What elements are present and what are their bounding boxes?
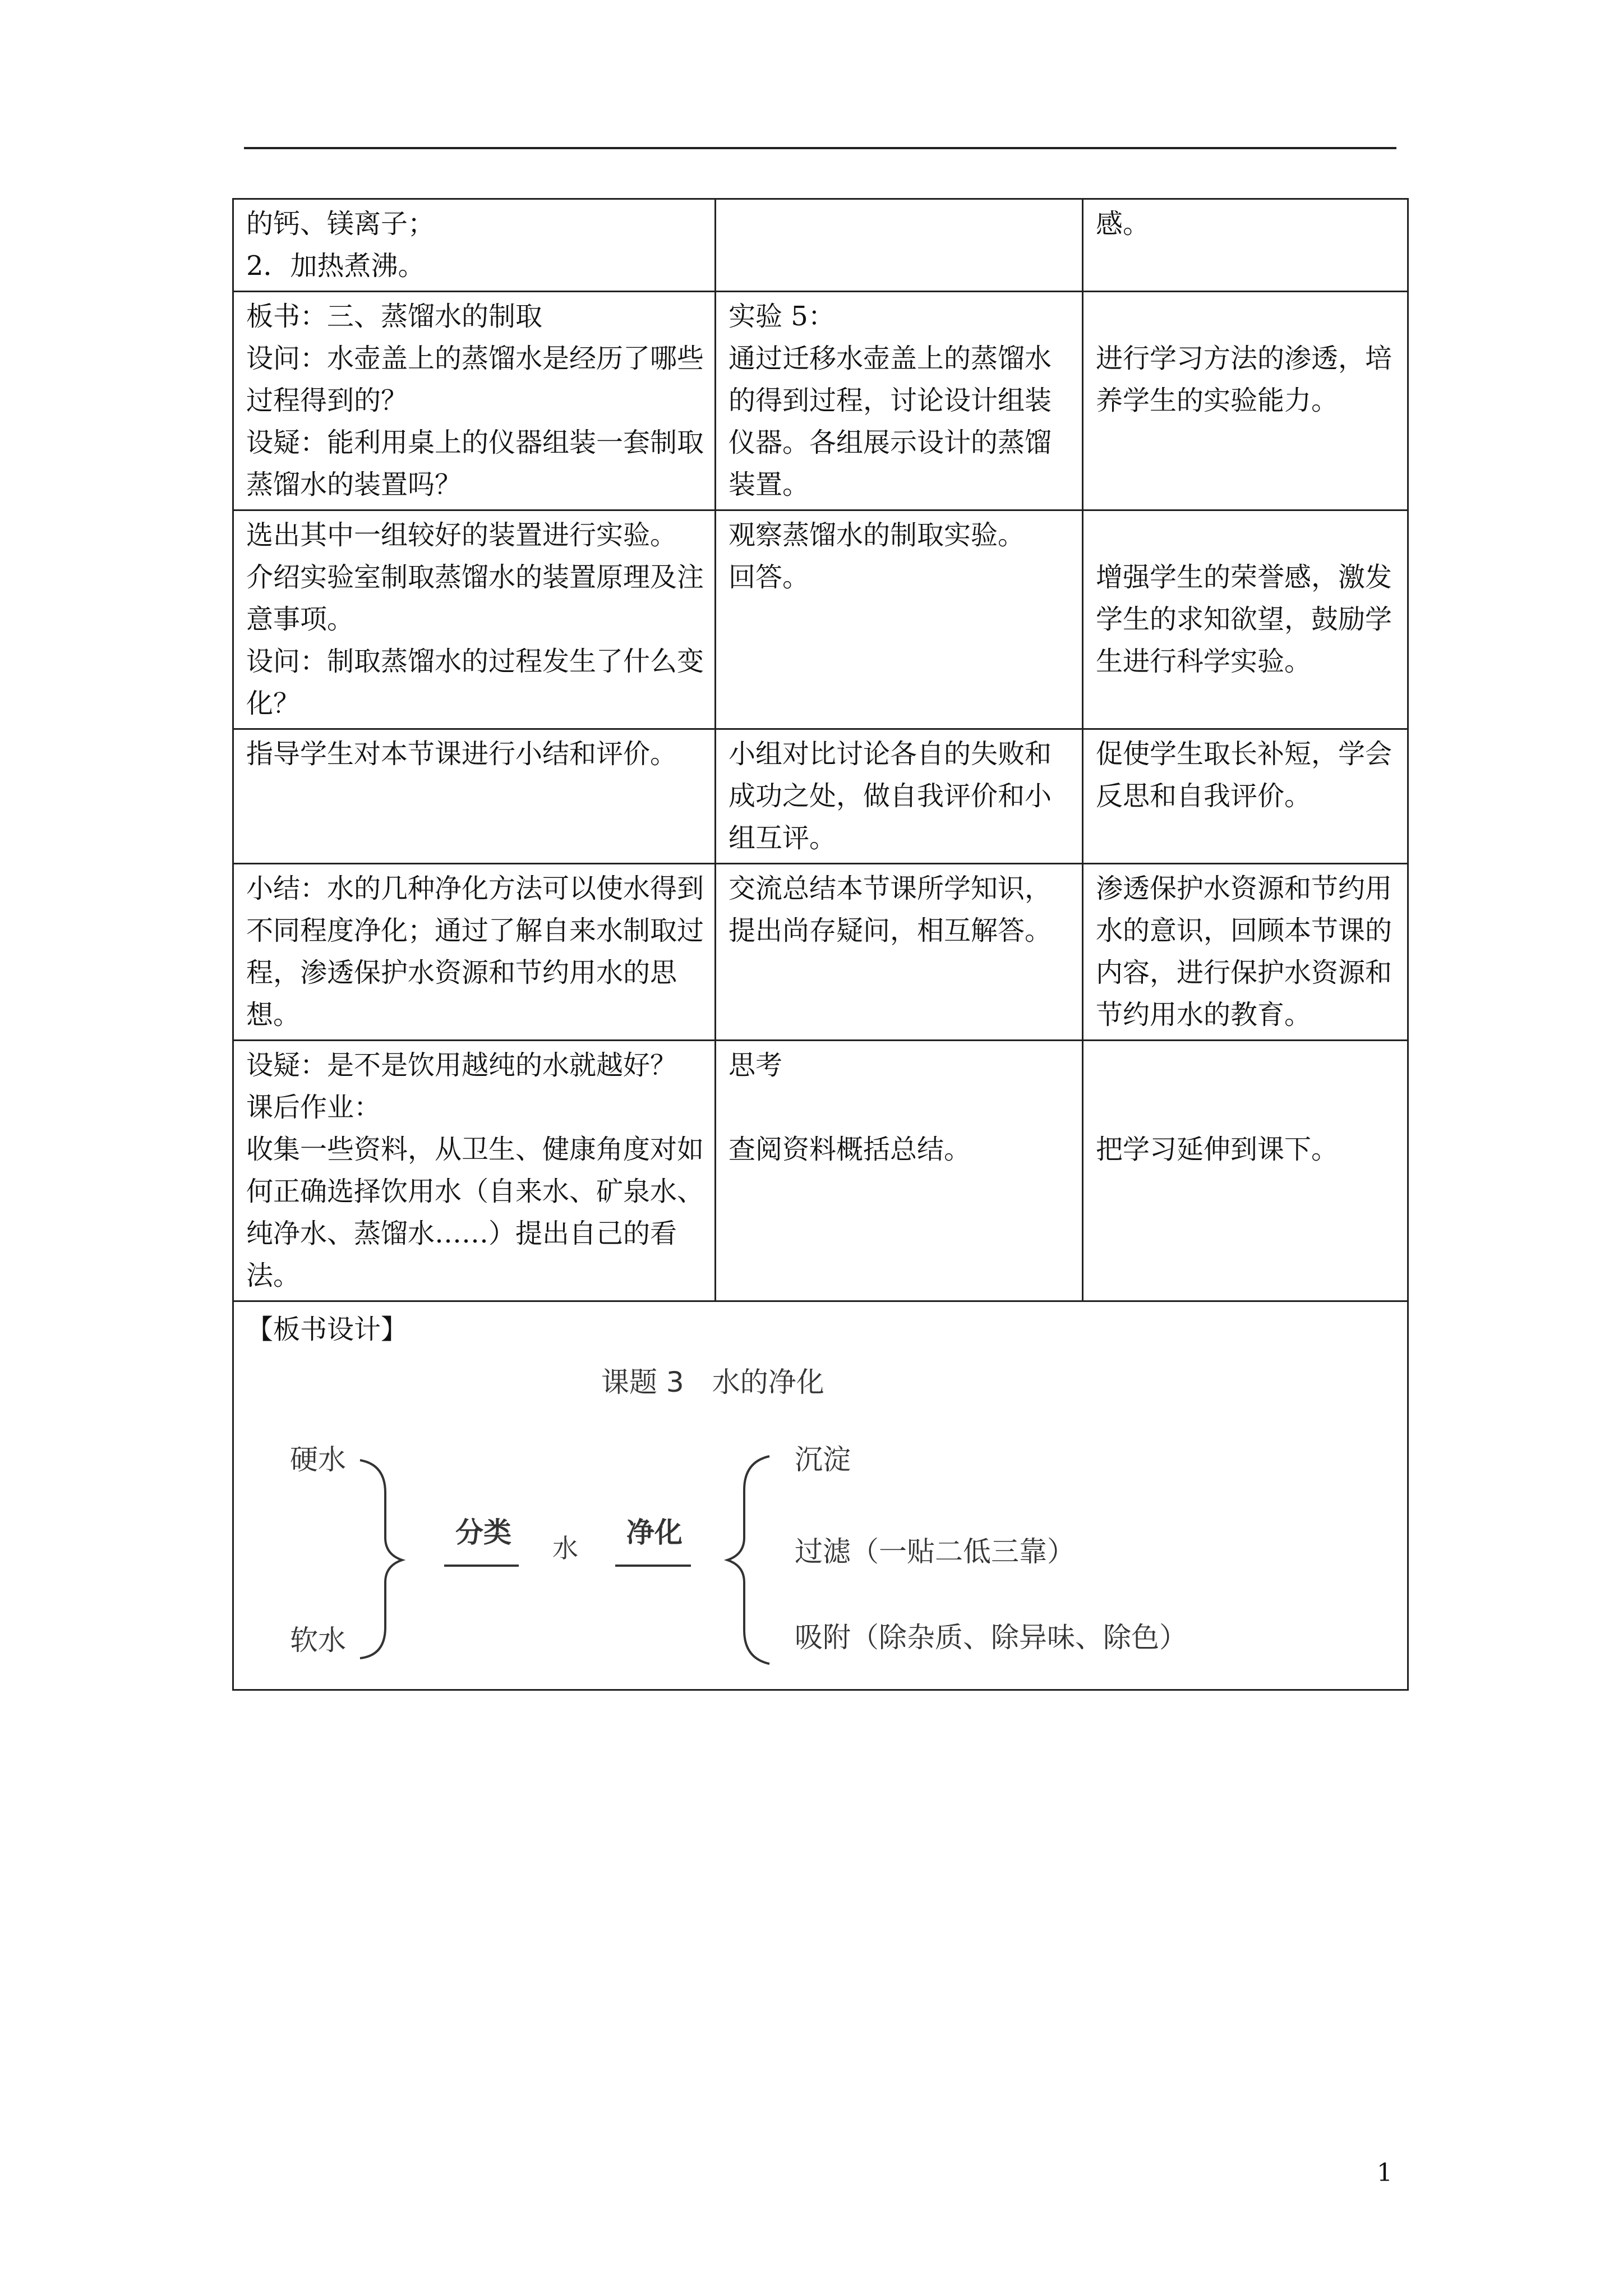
water-label: 水	[552, 1533, 578, 1563]
text-line: 思考	[728, 1050, 783, 1081]
teacher-activity-cell	[233, 199, 716, 292]
table-row	[233, 1041, 1408, 1301]
text-line: 指导学生对本节课进行小结和评价。	[246, 738, 677, 770]
table-row	[233, 199, 1408, 292]
text-line: 通过迁移水壶盖上的蒸馏水的得到过程，讨论设计组装仪器。各组展示设计的蒸馏装置。	[728, 343, 1052, 500]
text-line: 2．加热煮沸。	[246, 250, 425, 282]
purify-label: 净化	[626, 1516, 683, 1549]
header-rule	[244, 147, 1396, 149]
text-line: 板书：三、蒸馏水的制取	[246, 301, 543, 332]
design-intent-cell	[1083, 510, 1408, 729]
student-activity-cell	[716, 292, 1083, 510]
text-line: 查阅资料概括总结。	[728, 1134, 971, 1165]
text-line: 小组对比讨论各自的失败和成功之处，做自我评价和小组互评。	[728, 738, 1052, 854]
board-design-diagram	[234, 1302, 1409, 1689]
table-row	[233, 510, 1408, 729]
board-title: 课题 3 水的净化	[601, 1366, 824, 1398]
student-activity-cell	[716, 510, 1083, 729]
board-design-heading: 【板书设计】	[246, 1314, 408, 1345]
text-line: 选出其中一组较好的装置进行实验。	[246, 519, 677, 551]
student-activity-cell	[716, 729, 1083, 864]
text-line: 设疑：能利用桌上的仪器组装一套制取蒸馏水的装置吗？	[246, 427, 704, 500]
design-intent-cell	[1083, 1041, 1408, 1301]
teacher-activity-cell	[233, 292, 716, 510]
text-line: 介绍实验室制取蒸馏水的装置原理及注意事项。	[246, 562, 704, 635]
student-activity-cell	[716, 199, 1083, 292]
design-intent-cell	[1083, 729, 1408, 864]
text-line: 的钙、镁离子；	[246, 208, 435, 240]
text-line: 课后作业：	[246, 1092, 381, 1123]
method-filtration: 过滤（一贴二低三靠）	[795, 1535, 1075, 1568]
text-line: 促使学生取长补短，学会反思和自我评价。	[1096, 738, 1393, 812]
lesson-table	[232, 198, 1409, 1691]
text-line: 把学习延伸到课下。	[1096, 1134, 1339, 1165]
table-row	[233, 292, 1408, 510]
text-line: 设疑：是不是饮用越纯的水就越好？	[246, 1050, 677, 1081]
design-intent-cell	[1083, 292, 1408, 510]
board-design-row	[233, 1301, 1408, 1690]
table-row	[233, 864, 1408, 1041]
design-intent-cell	[1083, 199, 1408, 292]
soft-water-label: 软水	[290, 1624, 346, 1657]
left-brace	[360, 1460, 402, 1658]
right-brace	[727, 1456, 769, 1664]
text-line: 渗透保护水资源和节约用水的意识，回顾本节课的内容，进行保护水资源和节约用水的教育。	[1096, 873, 1393, 1030]
method-sedimentation: 沉淀	[795, 1443, 851, 1476]
page-number: 1	[1377, 2159, 1393, 2187]
hard-water-label: 硬水	[290, 1443, 346, 1476]
text-line: 收集一些资料，从卫生、健康角度对如何正确选择饮用水（自来水、矿泉水、纯净水、蒸馏水……）提出自己的看法。	[246, 1134, 704, 1291]
student-activity-cell	[716, 1041, 1083, 1301]
text-line: 感。	[1096, 208, 1150, 240]
text-line: 交流总结本节课所学知识，提出尚存疑问，相互解答。	[728, 873, 1052, 946]
student-activity-cell	[716, 864, 1083, 1041]
text-line: 实验 5：	[728, 301, 835, 332]
text-line: 回答。	[728, 562, 810, 593]
text-line: 设问：制取蒸馏水的过程发生了什么变化？	[246, 646, 704, 719]
classify-label: 分类	[455, 1516, 511, 1549]
text-line: 增强学生的荣誉感，激发学生的求知欲望，鼓励学生进行科学实验。	[1096, 562, 1393, 677]
board-design-cell	[233, 1301, 1408, 1690]
text-line: 进行学习方法的渗透，培养学生的实验能力。	[1096, 343, 1393, 416]
teacher-activity-cell	[233, 864, 716, 1041]
table-row	[233, 729, 1408, 864]
method-adsorption: 吸附（除杂质、除异味、除色）	[795, 1621, 1187, 1654]
teacher-activity-cell	[233, 510, 716, 729]
text-line: 小结：水的几种净化方法可以使水得到不同程度净化；通过了解自来水制取过程，渗透保护水资源和节约用水的思想。	[246, 873, 704, 1030]
text-line: 设问：水壶盖上的蒸馏水是经历了哪些过程得到的？	[246, 343, 704, 416]
text-line: 观察蒸馏水的制取实验。	[728, 519, 1025, 551]
teacher-activity-cell	[233, 729, 716, 864]
teacher-activity-cell	[233, 1041, 716, 1301]
design-intent-cell	[1083, 864, 1408, 1041]
